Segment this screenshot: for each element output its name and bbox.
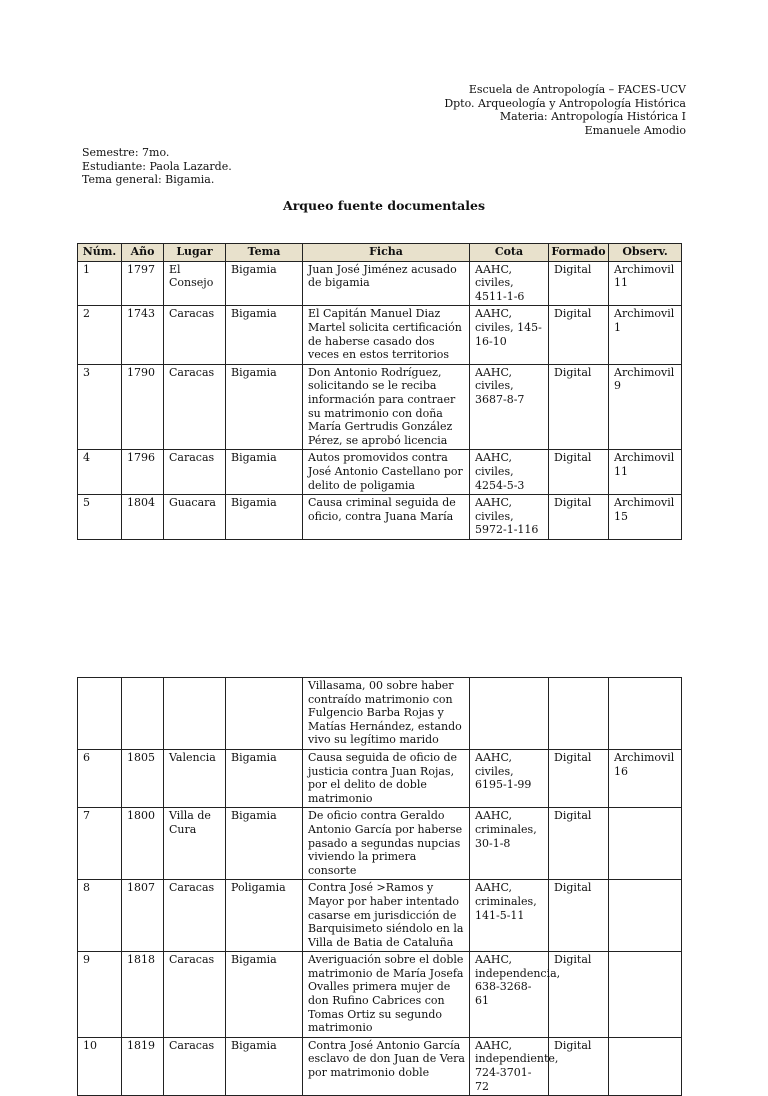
- cell-place: Villa de Cura: [164, 808, 226, 880]
- column-header-cota: Cota: [470, 244, 549, 262]
- cell-place: El Consejo: [164, 261, 226, 306]
- table-row: [78, 450, 682, 495]
- cell-cota: AAHC, civiles, 6195-1-99: [470, 749, 549, 807]
- table-row: [78, 364, 682, 450]
- cell-year: 1790: [122, 364, 164, 450]
- cell-topic: Bigamia: [226, 450, 303, 495]
- cell-topic: Bigamia: [226, 495, 303, 540]
- cell-format: Digital: [549, 495, 609, 540]
- table-row: [78, 952, 682, 1038]
- cell-year: 1800: [122, 808, 164, 880]
- cell-year: 1819: [122, 1037, 164, 1095]
- cell-record: Averiguación sobre el doble matrimonio de María Josefa Ovalles primera mujer de don Rufino Cabrices con Tomas Ortiz su segundo matrimonio: [303, 952, 470, 1038]
- semester-line: Semestre: 7mo.: [82, 146, 170, 159]
- table-row: [78, 880, 682, 952]
- cell-topic: [226, 678, 303, 750]
- records-table: [77, 243, 682, 540]
- cell-record: Contra José >Ramos y Mayor por haber intentado casarse em jurisdicción de Barquisimeto siéndolo en la Villa de Batia de Cataluña: [303, 880, 470, 952]
- cell-cota: AAHC, civiles, 5972-1-116: [470, 495, 549, 540]
- cell-num: 1: [78, 261, 122, 306]
- cell-topic: Bigamia: [226, 364, 303, 450]
- cell-record: El Capitán Manuel Diaz Martel solicita certificación de haberse casado dos veces en estos territorios: [303, 306, 470, 364]
- cell-year: 1796: [122, 450, 164, 495]
- cell-place: Guacara: [164, 495, 226, 540]
- cell-year: 1807: [122, 880, 164, 952]
- cell-topic: Bigamia: [226, 808, 303, 880]
- cell-num: 3: [78, 364, 122, 450]
- cell-year: 1743: [122, 306, 164, 364]
- cell-format: Digital: [549, 749, 609, 807]
- cell-record: Causa criminal seguida de oficio, contra Juana María: [303, 495, 470, 540]
- cell-observ: [609, 880, 682, 952]
- column-header-year: Año: [122, 244, 164, 262]
- cell-record: Contra José Antonio García esclavo de don Juan de Vera por matrimonio doble: [303, 1037, 470, 1095]
- cell-year: 1797: [122, 261, 164, 306]
- cell-observ: [609, 1037, 682, 1095]
- cell-num: 8: [78, 880, 122, 952]
- cell-cota: AAHC, independiente, 724-3701-72: [470, 1037, 549, 1095]
- table-row: [78, 808, 682, 880]
- cell-format: Digital: [549, 1037, 609, 1095]
- cell-num: 5: [78, 495, 122, 540]
- table-row: [78, 749, 682, 807]
- cell-observ: [609, 952, 682, 1038]
- cell-format: Digital: [549, 306, 609, 364]
- topic-line: Tema general: Bigamia.: [82, 173, 215, 186]
- cell-record: De oficio contra Geraldo Antonio García por haberse pasado a segundas nupcias viviendo la primera consorte: [303, 808, 470, 880]
- institution-line: Escuela de Antropología – FACES-UCV: [468, 83, 686, 96]
- cell-year: [122, 678, 164, 750]
- cell-record: Causa seguida de oficio de justicia contra Juan Rojas, por el delito de doble matrimonio: [303, 749, 470, 807]
- cell-place: Caracas: [164, 880, 226, 952]
- cell-format: Digital: [549, 261, 609, 306]
- cell-observ: Archimovil 15: [609, 495, 682, 540]
- cell-cota: AAHC, independencia, 638-3268-61: [470, 952, 549, 1038]
- department-line: Dpto. Arqueología y Antropología Histórica: [444, 96, 686, 110]
- cell-num: 2: [78, 306, 122, 364]
- cell-record: Don Antonio Rodríguez, solicitando se le reciba información para contraer su matrimonio con doña María Gertrudis González Pérez, se aprobó licencia: [303, 364, 470, 450]
- cell-topic: Bigamia: [226, 1037, 303, 1095]
- cell-record: Juan José Jiménez acusado de bigamia: [303, 261, 470, 306]
- student-line: Estudiante: Paola Lazarde.: [82, 159, 232, 173]
- cell-num: 7: [78, 808, 122, 880]
- cell-cota: AAHC, criminales, 141-5-11: [470, 880, 549, 952]
- column-header-record: Ficha: [303, 244, 470, 262]
- cell-num: [78, 678, 122, 750]
- cell-num: 6: [78, 749, 122, 807]
- cell-observ: [609, 808, 682, 880]
- cell-observ: Archimovil 1: [609, 306, 682, 364]
- cell-place: [164, 678, 226, 750]
- cell-topic: Bigamia: [226, 306, 303, 364]
- cell-cota: AAHC, criminales, 30-1-8: [470, 808, 549, 880]
- cell-place: Caracas: [164, 952, 226, 1038]
- cell-place: Caracas: [164, 450, 226, 495]
- cell-place: Valencia: [164, 749, 226, 807]
- column-header-observ: Observ.: [609, 244, 682, 262]
- column-header-num: Núm.: [78, 244, 122, 262]
- table-row: [78, 261, 682, 306]
- table-row: [78, 306, 682, 364]
- institution-header: [444, 83, 686, 137]
- cell-observ: Archimovil 9: [609, 364, 682, 450]
- cell-year: 1805: [122, 749, 164, 807]
- student-info: [82, 146, 232, 187]
- cell-record: Autos promovidos contra José Antonio Castellano por delito de poligamia: [303, 450, 470, 495]
- cell-num: 10: [78, 1037, 122, 1095]
- cell-cota: [470, 678, 549, 750]
- cell-format: Digital: [549, 808, 609, 880]
- cell-format: Digital: [549, 880, 609, 952]
- table-header-row: [78, 244, 682, 262]
- cell-observ: Archimovil 11: [609, 450, 682, 495]
- cell-observ: [609, 678, 682, 750]
- cell-place: Caracas: [164, 1037, 226, 1095]
- cell-cota: AAHC, civiles, 3687-8-7: [470, 364, 549, 450]
- cell-format: Digital: [549, 952, 609, 1038]
- cell-observ: Archimovil 16: [609, 749, 682, 807]
- cell-topic: Poligamia: [226, 880, 303, 952]
- records-table-continued: [77, 677, 682, 1096]
- table-row: [78, 1037, 682, 1095]
- column-header-format: Formado: [549, 244, 609, 262]
- cell-num: 4: [78, 450, 122, 495]
- cell-topic: Bigamia: [226, 952, 303, 1038]
- cell-place: Caracas: [164, 306, 226, 364]
- column-header-topic: Tema: [226, 244, 303, 262]
- column-header-place: Lugar: [164, 244, 226, 262]
- document-title: Arqueo fuente documentales: [283, 198, 485, 213]
- cell-format: Digital: [549, 450, 609, 495]
- cell-year: 1804: [122, 495, 164, 540]
- cell-cota: AAHC, civiles, 145-16-10: [470, 306, 549, 364]
- table-row-continuation: [78, 678, 682, 750]
- subject-line: Materia: Antropología Histórica I: [499, 110, 686, 123]
- cell-observ: Archimovil 11: [609, 261, 682, 306]
- cell-cota: AAHC, civiles, 4511-1-6: [470, 261, 549, 306]
- cell-cota: AAHC, civiles, 4254-5-3: [470, 450, 549, 495]
- cell-year: 1818: [122, 952, 164, 1038]
- cell-topic: Bigamia: [226, 749, 303, 807]
- table-row: [78, 495, 682, 540]
- cell-format: Digital: [549, 364, 609, 450]
- cell-topic: Bigamia: [226, 261, 303, 306]
- cell-num: 9: [78, 952, 122, 1038]
- professor-line: Emanuele Amodio: [584, 123, 686, 137]
- cell-record: Villasama, 00 sobre haber contraído matrimonio con Fulgencio Barba Rojas y Matías Hernández, estando vivo su legítimo marido: [303, 678, 470, 750]
- cell-place: Caracas: [164, 364, 226, 450]
- cell-format: [549, 678, 609, 750]
